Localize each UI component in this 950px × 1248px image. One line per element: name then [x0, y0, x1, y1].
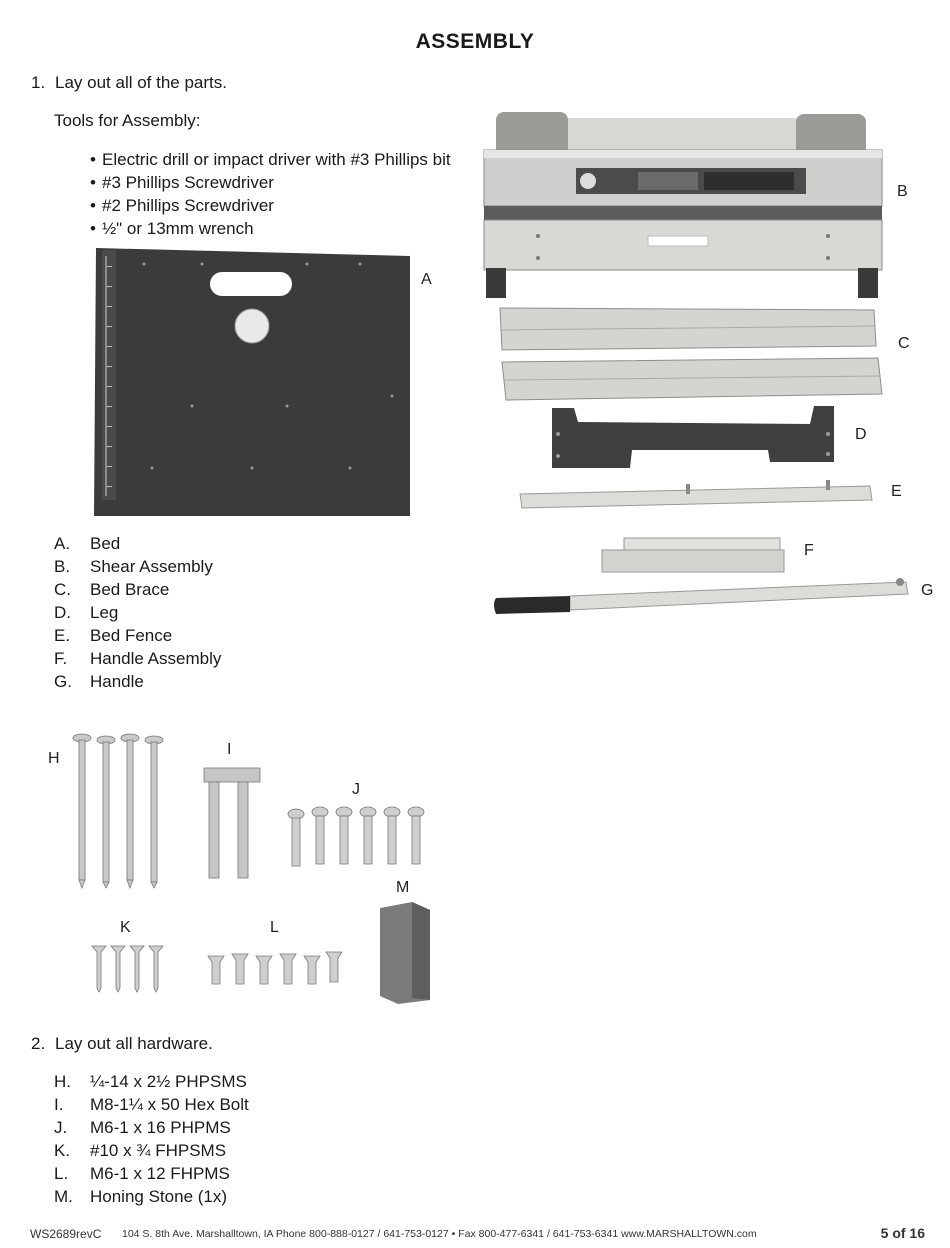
bed-fence-image [516, 480, 876, 514]
label-a: A [421, 271, 432, 288]
leg-image [548, 404, 838, 470]
tool-item: • ½" or 13mm wrench [90, 219, 254, 238]
bed-brace-image [496, 306, 886, 402]
tool-item: • Electric drill or impact driver with #3 Phillips bit [90, 150, 451, 169]
label-f: F [804, 542, 814, 559]
footer-address: 104 S. 8th Ave. Marshalltown, IA Phone 800-888-0127 / 641-753-0127 • Fax 800-477-6341 / 641-753-6341 www.MARSHALLTOWN.com [122, 1228, 757, 1240]
screws-h-image [68, 732, 168, 890]
step-2-number: 2. [31, 1034, 46, 1053]
label-b: B [897, 183, 908, 200]
step-1-text: Lay out all of the parts. [55, 73, 227, 92]
step-2-text: Lay out all hardware. [55, 1034, 213, 1053]
page-title: ASSEMBLY [415, 30, 535, 53]
screws-j-image [286, 806, 426, 868]
parts-list: A. Bed B. Shear Assembly C. Bed Brace D. Leg E. Bed Fence F. Handle Assembly G. Handle [54, 534, 222, 691]
screws-l-image [206, 950, 346, 988]
page-number: 5 of 16 [880, 1225, 925, 1241]
screws-k-image [90, 944, 166, 994]
honing-stone-image [376, 900, 434, 1006]
bed-image [92, 246, 412, 518]
shear-assembly-image [478, 108, 888, 298]
label-i: I [227, 741, 232, 758]
handle-assembly-image [600, 536, 786, 576]
hardware-list: H. ¼-14 x 2½ PHPSMS I. M8-1¼ x 50 Hex Bolt J. M6-1 x 16 PHPMS K. #10 x ¾ FHPSMS L. M6-1 x 12 FHPMS M. Honing Stone (1x) [54, 1072, 249, 1206]
label-k: K [120, 919, 131, 936]
step-1-number: 1. [31, 73, 46, 92]
tool-item: • #3 Phillips Screwdriver [90, 173, 274, 192]
document-code: WS2689revC [30, 1227, 102, 1241]
label-d: D [855, 426, 867, 443]
hex-bolts-image [202, 766, 262, 880]
tools-heading: Tools for Assembly: [54, 111, 201, 130]
handle-image [490, 574, 914, 624]
label-h: H [48, 750, 60, 767]
label-g: G [921, 582, 934, 599]
label-m: M [396, 879, 410, 896]
label-j: J [352, 781, 360, 798]
label-c: C [898, 335, 910, 352]
tool-item: • #2 Phillips Screwdriver [90, 196, 274, 215]
label-e: E [891, 483, 902, 500]
label-l: L [270, 919, 279, 936]
